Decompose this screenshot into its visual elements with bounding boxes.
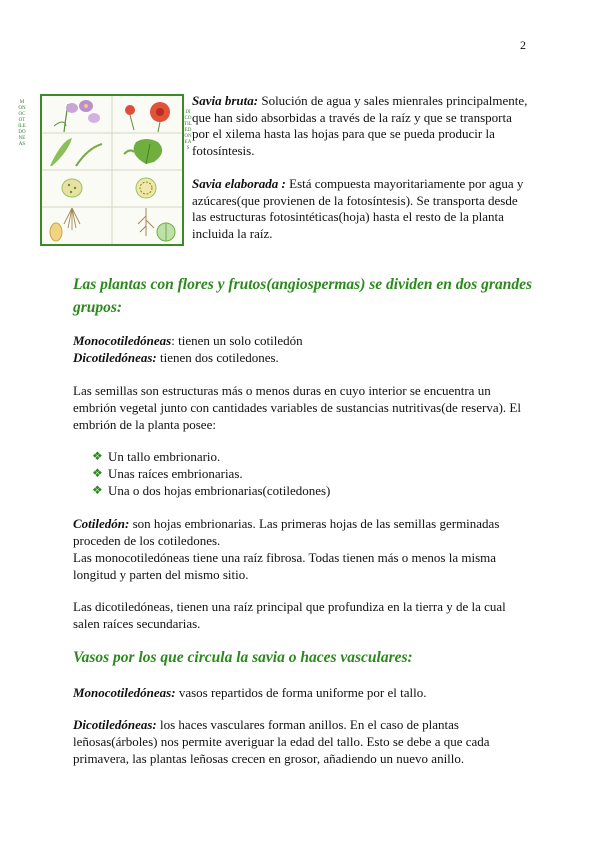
monocot-dicot-figure — [40, 94, 184, 246]
dicot-text: tienen dos cotiledones. — [156, 350, 279, 365]
dicot-flower-icon — [125, 102, 170, 132]
monocot-seed-icon — [50, 223, 62, 241]
list-item: ❖ Un tallo embrionario. — [92, 449, 221, 464]
monocot-leaf-icon — [50, 138, 102, 166]
monocot-roots-icon — [64, 208, 80, 230]
section-heading-vasos: Vasos por los que circula la savia o haces vasculares: — [73, 649, 413, 666]
page-number: 2 — [520, 38, 526, 52]
monocot-flower-icon — [54, 100, 100, 132]
semillas-paragraph: Las semillas son estructuras más o menos duras en cuyo interior se encuentra un embrión vegetal junto con cantidades variables de sustancias nutritivas(de reserva). El embrión de la planta posee: — [73, 383, 521, 432]
cotiledon-text: son hojas embrionarias. Las primeras hojas de las semillas germinadas proceden de los cotiledones. — [73, 516, 500, 548]
plant-illustration — [42, 96, 182, 244]
list-item: ❖ Unas raíces embrionarias. — [92, 466, 243, 481]
savia-bruta-term: Savia bruta: — [192, 93, 259, 108]
monocot-vasos-term: Monocotiledóneas: — [73, 685, 176, 700]
figure-left-label: MONOCOTILEDONEAS — [18, 100, 26, 147]
embrion-list — [92, 448, 512, 499]
monocot-stem-section-icon — [62, 179, 82, 197]
savia-elaborada-text: Está compuesta mayoritariamente por agua y azúcares(que provienen de la fotosíntesis). Se transporta desde las estructuras fotosintéticas(hoja) hasta el resto de la planta incluida la raíz. — [192, 176, 524, 241]
dicot-vasos-text: los haces vasculares forman anillos. En el caso de plantas leñosas(árboles) nos permite averiguar la edad del tallo. Esto se debe a que cada primavera, las plantas leñosas crecen en grosor, añadiendo un nuevo anillo. — [73, 717, 490, 766]
savia-bruta-paragraph — [192, 93, 532, 159]
savia-bruta-text: Solución de agua y sales mienrales principalmente, que han sido absorbidas a través de la raíz y que se transporta por el xilema hasta las hojas para que se pueda producir la fotosíntesis. — [192, 93, 528, 158]
dicot-seed-icon — [157, 223, 175, 241]
dicot-vasos-term: Dicotiledóneas: — [73, 717, 157, 732]
dicot-leaf-icon — [124, 139, 162, 164]
monocot-roots-text: Las monocotiledóneas tiene una raíz fibrosa. Todas tienen más o menos la misma longitud y parten del mismo sitio. — [73, 550, 497, 582]
dicot-stem-section-icon — [136, 178, 156, 198]
monocot-term: Monocotiledóneas — [73, 333, 172, 348]
cotiledon-term: Cotiledón: — [73, 516, 130, 531]
savia-elaborada-paragraph — [192, 176, 532, 242]
diamond-bullet-icon: ❖ — [92, 449, 103, 463]
monocot-definition — [73, 332, 533, 349]
dicot-definition — [73, 349, 533, 366]
dicot-vasos-paragraph — [73, 716, 533, 767]
savia-elaborada-term: Savia elaborada : — [192, 176, 286, 191]
monocot-vasos-text: vasos repartidos de forma uniforme por el tallo. — [175, 685, 427, 700]
dicot-term: Dicotiledóneas: — [73, 350, 157, 365]
diamond-bullet-icon: ❖ — [92, 483, 103, 497]
list-item: ❖ Una o dos hojas embrionarias(cotiledones) — [92, 483, 331, 498]
dicot-roots-icon — [138, 208, 154, 236]
diamond-bullet-icon: ❖ — [92, 466, 103, 480]
monocot-text: : tienen un solo cotiledón — [171, 333, 303, 348]
cotiledon-paragraph — [73, 515, 533, 583]
dicot-roots-paragraph: Las dicotiledóneas, tienen una raíz principal que profundiza en la tierra y de la cual salen raíces secundarias. — [73, 599, 506, 631]
section-heading-angiospermas: Las plantas con flores y frutos(angiospermas) se dividen en dos grandes grupos: — [73, 276, 532, 316]
monocot-vasos-paragraph — [73, 684, 533, 701]
figure-right-label: DICOTILEDONEAS — [184, 110, 192, 151]
